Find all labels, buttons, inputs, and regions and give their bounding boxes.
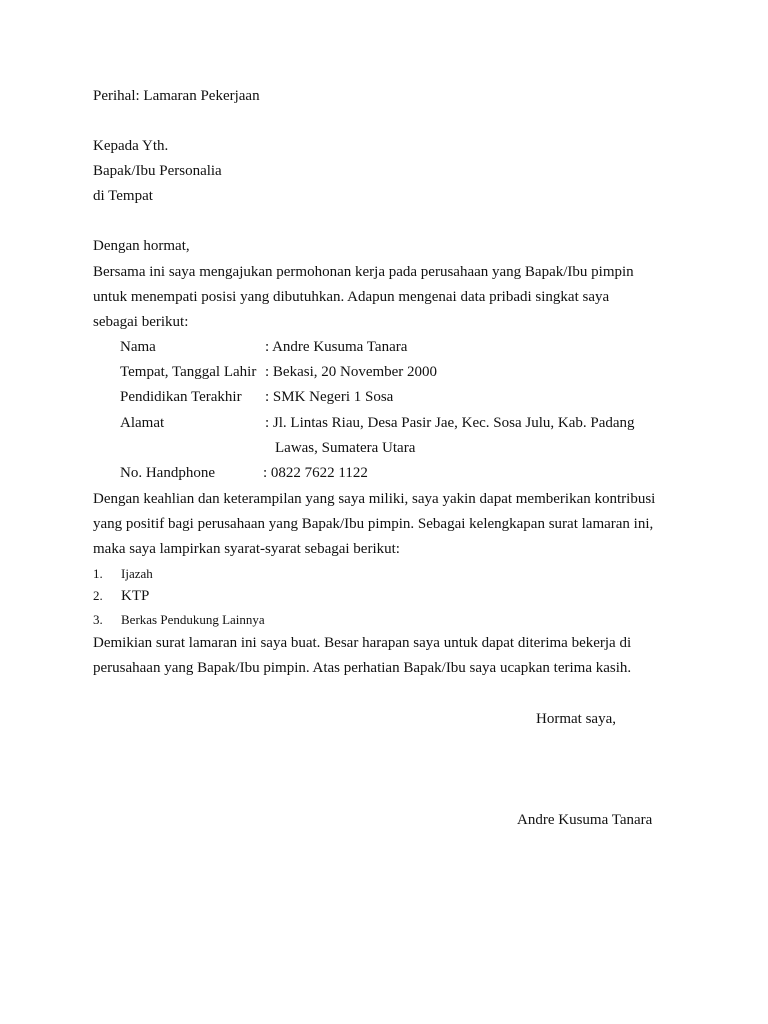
- attachment-item: KTP: [121, 588, 150, 604]
- intro-line-3: sebagai berikut:: [93, 314, 189, 330]
- field-value-alamat: : Jl. Lintas Riau, Desa Pasir Jae, Kec. Sosa Julu, Kab. Padang: [265, 415, 635, 431]
- field-value-alamat-cont: Lawas, Sumatera Utara: [275, 440, 416, 456]
- greeting: Dengan hormat,: [93, 238, 190, 254]
- attachment-number: 1.: [93, 566, 103, 581]
- field-value-ttl: : Bekasi, 20 November 2000: [265, 364, 438, 380]
- recipient-line-2: Bapak/Ibu Personalia: [93, 163, 222, 179]
- recipient-line-1: Kepada Yth.: [93, 138, 169, 154]
- intro-line-2: untuk menempati posisi yang dibutuhkan. Adapun mengenai data pribadi singkat saya: [93, 289, 610, 305]
- field-label-handphone: No. Handphone: [120, 465, 215, 481]
- attachment-number: 2.: [93, 588, 103, 603]
- attachment-item: Ijazah: [121, 566, 153, 581]
- intro-line-1: Bersama ini saya mengajukan permohonan kerja pada perusahaan yang Bapak/Ibu pimpin: [93, 264, 634, 280]
- field-label-ttl: Tempat, Tanggal Lahir: [120, 364, 257, 380]
- field-value-handphone: : 0822 7622 1122: [263, 465, 368, 481]
- field-label-alamat: Alamat: [120, 415, 165, 431]
- field-value-pendidikan: : SMK Negeri 1 Sosa: [265, 389, 394, 405]
- body-line-2: yang positif bagi perusahaan yang Bapak/Ibu pimpin. Sebagai kelengkapan surat lamaran ini,: [93, 516, 654, 532]
- signoff: Hormat saya,: [536, 711, 616, 727]
- signature-name: Andre Kusuma Tanara: [517, 812, 653, 828]
- field-label-nama: Nama: [120, 339, 156, 355]
- field-label-pendidikan: Pendidikan Terakhir: [120, 389, 242, 405]
- body-line-3: maka saya lampirkan syarat-syarat sebagai berikut:: [93, 541, 400, 557]
- body-line-1: Dengan keahlian dan keterampilan yang saya miliki, saya yakin dapat memberikan kontribusi: [93, 491, 656, 507]
- closing-line-2: perusahaan yang Bapak/Ibu pimpin. Atas perhatian Bapak/Ibu saya ucapkan terima kasih.: [93, 660, 632, 676]
- letter-subject: Perihal: Lamaran Pekerjaan: [93, 88, 260, 104]
- closing-line-1: Demikian surat lamaran ini saya buat. Besar harapan saya untuk dapat diterima bekerja di: [93, 635, 632, 651]
- recipient-line-3: di Tempat: [93, 188, 153, 204]
- attachment-number: 3.: [93, 612, 103, 627]
- field-value-nama: : Andre Kusuma Tanara: [265, 339, 408, 355]
- attachment-item: Berkas Pendukung Lainnya: [121, 612, 265, 627]
